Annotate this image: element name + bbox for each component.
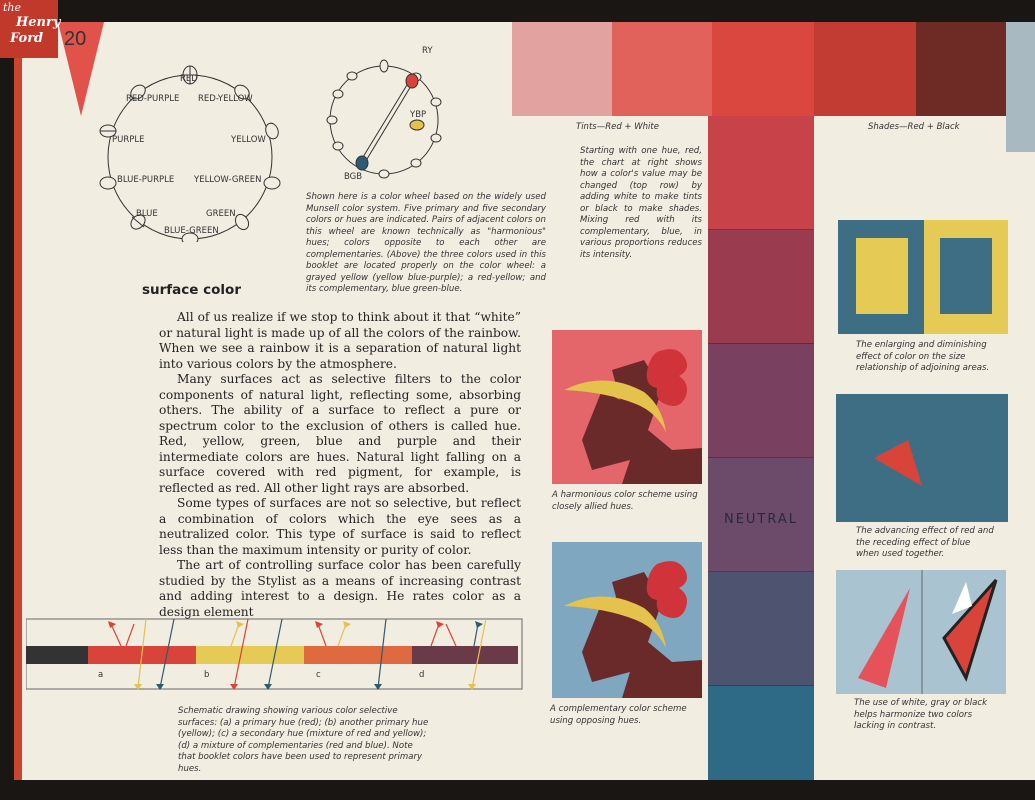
section-heading: surface color: [142, 282, 241, 298]
wheel-label-yellow: YELLOW: [231, 135, 266, 145]
harmonious-caption: A harmonious color scheme using closely allied hues.: [552, 490, 698, 512]
selective-surface-schematic: [26, 612, 526, 696]
wheel-label-purple: PURPLE: [112, 135, 145, 145]
munsell-wheel-left: [92, 62, 292, 242]
shades-label: Shades—Red + Black: [868, 122, 960, 132]
intensity-swatch: [708, 116, 814, 230]
body-paragraph: Some types of surfaces are not so selective, but reflect a combination of colors which the eye sees as a neutralized color. This type of surface is said to reflect less than the maximum intensity or purity of color.: [159, 496, 521, 557]
body-paragraph: The art of controlling surface color has been carefully studied by the Stylist as a means of increasing contrast and adding interest to a design. He rates color as a design element: [159, 558, 521, 619]
intensity-swatch: [708, 572, 814, 686]
complementary-caption: A complementary color scheme using opposing hues.: [550, 704, 687, 726]
intensity-swatch: [708, 686, 814, 780]
wheel-label-green: GREEN: [206, 209, 236, 219]
schematic-label-c: c: [316, 670, 321, 680]
tint-swatch: [512, 22, 612, 116]
chart-caption: Starting with one hue, red, the chart at right shows how a color's value may be changed (top row) by adding white to make tints or black to make shades. Mixing red with its complementary, blue, in various proportions reduces its intensity.: [580, 146, 702, 260]
logo-text: Henry: [16, 15, 61, 30]
intensity-swatch: [708, 344, 814, 458]
schematic-label-d: d: [419, 670, 425, 680]
adjacent-page-edge: [1006, 22, 1035, 152]
wheel-label-ybp: YBP: [410, 110, 427, 120]
harmonize-illustration: [836, 570, 1006, 694]
tints-label: Tints—Red + White: [576, 122, 659, 132]
tint-swatch: [612, 22, 712, 116]
body-paragraph: Many surfaces act as selective filters to the color components of natural light, reflecting some, absorbing others. The ability of a surface to reflect a pure or spectrum color to the exclusion of others is called hue. Red, yellow, green, blue and purple and their intermediate colors are hues. Natural light falling on a surface covered with red pigment, for example, is reflected as red. All other light rays are absorbed.: [159, 372, 521, 495]
henry-ford-logo: [0, 0, 61, 58]
advancing-effect-illustration: [836, 394, 1008, 522]
intensity-swatch: [708, 230, 814, 344]
shade-swatch: [916, 22, 1006, 116]
logo-text: Ford: [10, 31, 44, 46]
white-gray-caption: The use of white, gray or black helps harmonize two colors lacking in contrast.: [854, 698, 988, 731]
wheel-label-red-yellow: RED-YELLOW: [198, 94, 253, 104]
book-page: [14, 22, 1035, 780]
pure-red-swatch: [712, 22, 814, 116]
schematic-caption: Schematic drawing showing various color selective surfaces: (a) a primary hue (red); (b) another primary hue (yellow); (c) a secondary hue (mixture of red and yellow); (d) a mixture of complementaries (red and blue). Note that booklet colors have been used to represent primary hues.: [178, 706, 429, 774]
wheel-label-blue-green: BLUE-GREEN: [164, 226, 219, 236]
enlarging-caption: The enlarging and diminishing effect of color on the size relationship of adjoining areas.: [856, 340, 990, 373]
page-edge: [14, 22, 22, 780]
wheel-label-yellow-green: YELLOW-GREEN: [194, 175, 262, 185]
wheel-label-blue-purple: BLUE-PURPLE: [117, 175, 175, 185]
shade-swatch: [814, 22, 916, 116]
body-paragraph: All of us realize if we stop to think about it that “white” or natural light is made up of all the colors of the rainbow. When we see a rainbow it is a separation of natural light into various colors by the atmosphere.: [159, 310, 521, 371]
schematic-label-b: b: [204, 670, 210, 680]
enlarging-effect-illustration: [838, 220, 1008, 334]
munsell-wheel-right: [320, 50, 460, 180]
advancing-caption: The advancing effect of red and the receding effect of blue when used together.: [856, 526, 994, 559]
body-text: [159, 310, 521, 620]
wheel-label-bgb: BGB: [344, 172, 363, 182]
wheel-label-ry: RY: [422, 46, 433, 56]
logo-text: the: [3, 1, 22, 14]
wheel-caption: Shown here is a color wheel based on the widely used Munsell color system. Five primary and five secondary colors or hues are indicated. Pairs of adjacent colors on this wheel are known technically as "harmonious" hues; colors opposite to each other are complementaries. (Above) the three colors used in this booklet are located properly on the color wheel: a grayed yellow (yellow blue-purple); a red-yellow; and its complementary, blue green-blue.: [306, 192, 546, 294]
intensity-column: [708, 116, 814, 780]
complementary-scheme-illustration: [552, 542, 702, 698]
wheel-label-blue: BLUE: [136, 209, 158, 219]
page-number: 20: [64, 28, 87, 50]
wheel-label-red-purple: RED-PURPLE: [126, 94, 180, 104]
wheel-label-red: RED: [180, 74, 198, 84]
schematic-label-a: a: [98, 670, 104, 680]
neutral-label: NEUTRAL: [723, 512, 799, 527]
harmonious-scheme-illustration: [552, 330, 702, 484]
